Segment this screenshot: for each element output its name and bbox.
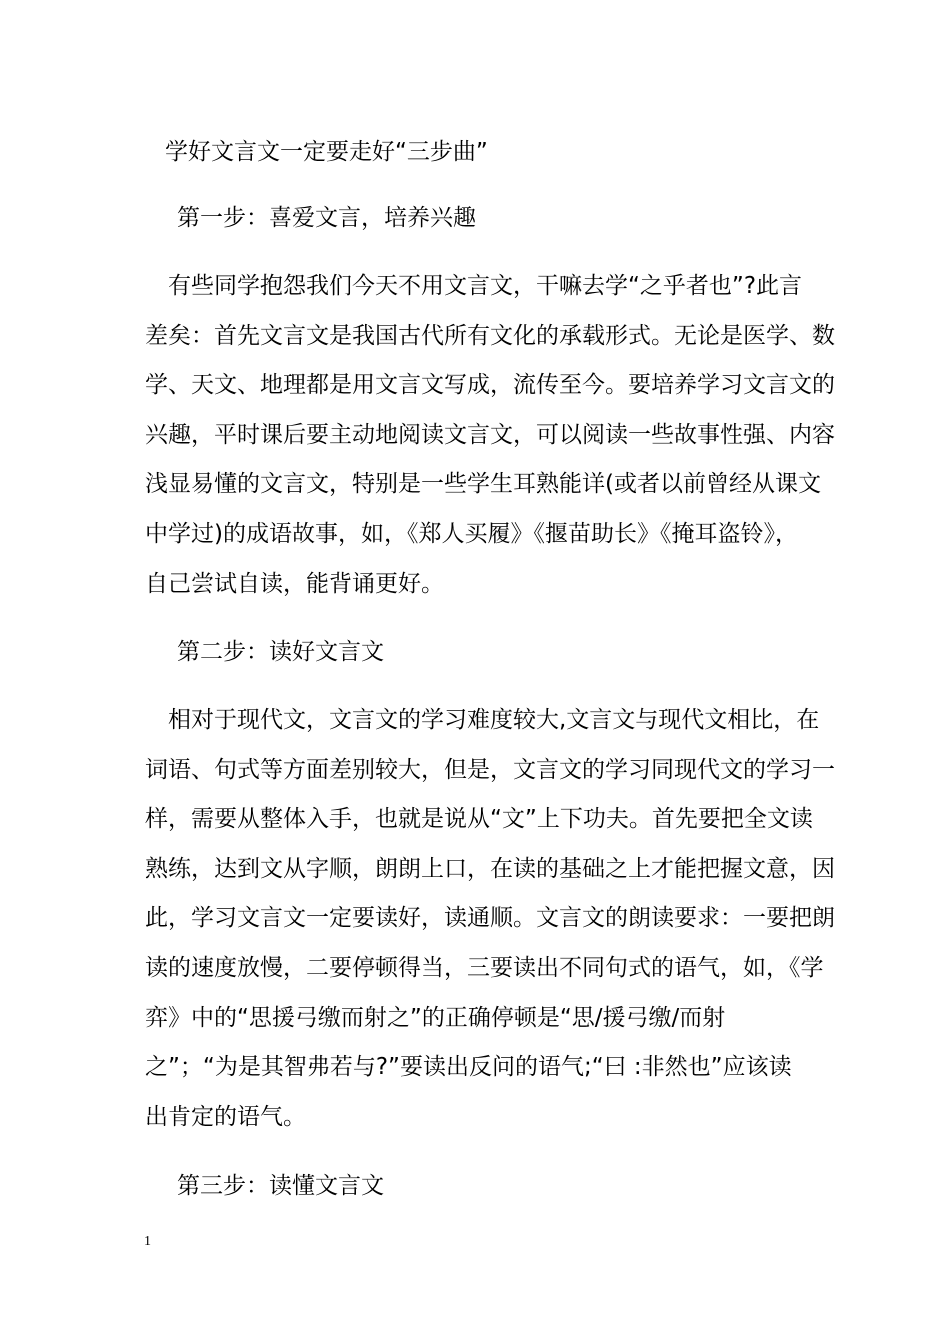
- paragraph-line: 出肯定的语气。: [145, 1103, 306, 1130]
- paragraph-line: 差矣：首先文言文是我国古代所有文化的承载形式。无论是医学、数: [145, 322, 835, 349]
- paragraph-line: 中学过)的成语故事，如，《郑人买履》《揠苗助长》《掩耳盗铃》，: [145, 520, 798, 547]
- page-number: 1: [144, 1234, 151, 1249]
- step-two-heading: 第二步：读好文言文: [177, 639, 384, 665]
- paragraph-line: 弈》中的“思援弓缴而射之”的正确停顿是“思/援弓缴/而射: [145, 1004, 726, 1031]
- paragraph-line: 浅显易懂的文言文，特别是一些学生耳熟能详(或者以前曾经从课文: [145, 471, 821, 498]
- paragraph-line: 学、天文、地理都是用文言文写成，流传至今。要培养学习文言文的: [145, 372, 835, 399]
- step-three-heading: 第三步：读懂文言文: [177, 1173, 384, 1199]
- paragraph-line: 词语、句式等方面差别较大，但是，文言文的学习同现代文的学习一: [145, 756, 835, 783]
- paragraph-line: 之”；“为是其智弗若与?”要读出反问的语气;“曰 :非然也”应该读: [145, 1054, 792, 1081]
- paragraph-line: 相对于现代文，文言文的学习难度较大,文言文与现代文相比，在: [145, 707, 820, 733]
- paragraph-line: 此，学习文言文一定要读好，读通顺。文言文的朗读要求：一要把朗: [145, 905, 835, 932]
- document-title: 学好文言文一定要走好“三步曲”: [165, 139, 488, 165]
- paragraph-line: 自己尝试自读，能背诵更好。: [145, 570, 444, 597]
- step-one-heading: 第一步：喜爱文言，培养兴趣: [177, 205, 476, 231]
- paragraph-line: 读的速度放慢，二要停顿得当，三要读出不同句式的语气，如，《学: [145, 954, 824, 981]
- step-two-paragraph: [145, 702, 835, 1148]
- step-one-paragraph: [145, 268, 835, 615]
- paragraph-line: 兴趣，平时课后要主动地阅读文言文，可以阅读一些故事性强、内容: [145, 421, 835, 448]
- paragraph-line: 有些同学抱怨我们今天不用文言文，干嘛去学“之乎者也”?此言: [145, 273, 803, 299]
- paragraph-line: 熟练，达到文从字顺，朗朗上口，在读的基础之上才能把握文意，因: [145, 855, 835, 882]
- paragraph-line: 样，需要从整体入手，也就是说从“文”上下功夫。首先要把全文读: [145, 806, 813, 833]
